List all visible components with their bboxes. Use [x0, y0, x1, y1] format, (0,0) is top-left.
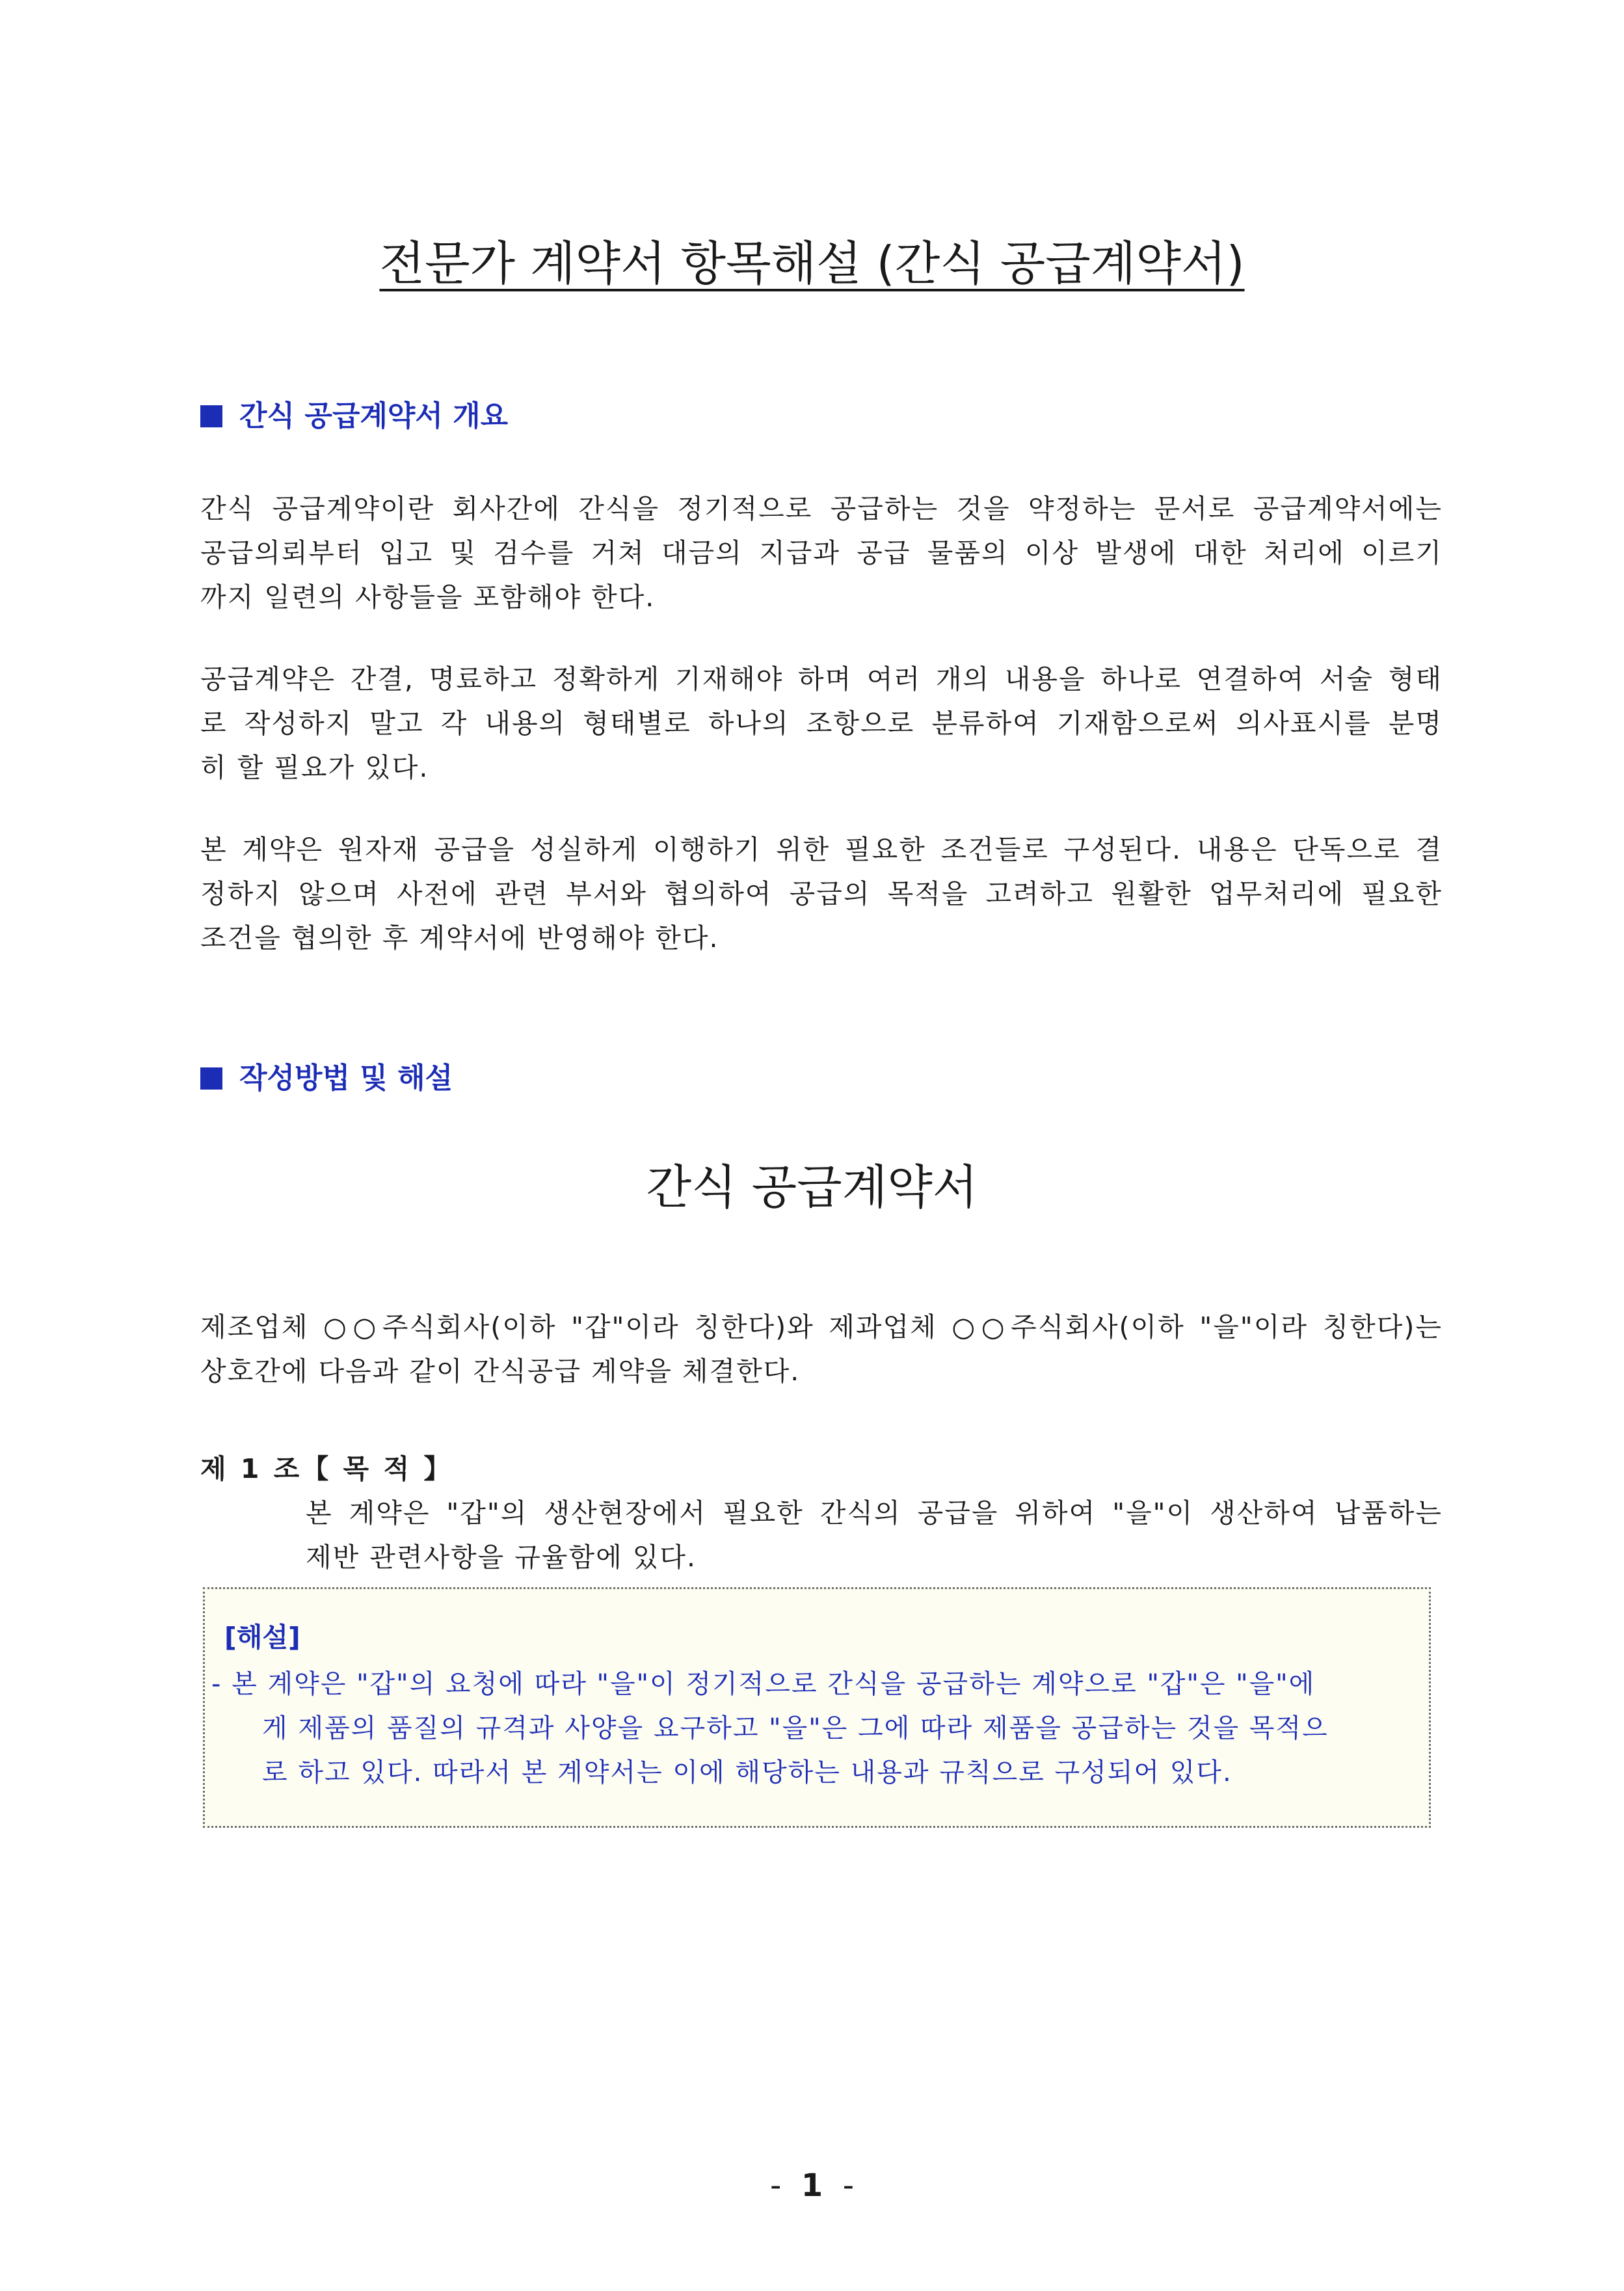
document-title: 전문가 계약서 항목해설 (간식 공급계약서) — [379, 236, 1245, 291]
section-heading-method: 작성방법 및 해설 — [200, 1059, 453, 1098]
square-bullet-icon — [200, 405, 222, 427]
commentary-body: - 본 계약은 "갑"의 요청에 따라 "을"이 정기적으로 간식을 공급하는 계약으로 "갑"은 "을"에 게 제품의 품질의 규격과 사양을 요구하고 "을"은 그에 따라 제품을 공급하는 것을 목적으 로 하고 있다. 따라서 본 계약서는 이에 해당하는 내용과 규칙으로 구성되어 있다. — [211, 1669, 1329, 1788]
article-1-body: 본 계약은 "갑"의 생산현장에서 필요한 간식의 공급을 위하여 "을"이 생산하여 납품하는 제반 관련사항을 규율함에 있다. — [306, 1497, 1443, 1573]
commentary-box — [203, 1587, 1431, 1828]
overview-paragraph-1: 간식 공급계약이란 회사간에 간식을 정기적으로 공급하는 것을 약정하는 문서로 공급계약서에는 공급의뢰부터 입고 및 검수를 거쳐 대금의 지급과 공급 물품의 이상 발생에 대한 처리에 이르기 까지 일련의 사항들을 포함해야 한다. — [200, 493, 1443, 613]
section-heading-overview: 간식 공급계약서 개요 — [200, 397, 508, 436]
overview-paragraph-2: 공급계약은 간결, 명료하고 정확하게 기재해야 하며 여러 개의 내용을 하나로 연결하여 서술 형태 로 작성하지 말고 각 내용의 형태별로 하나의 조항으로 분류하여 기재함으로써 의사표시를 분명 히 할 필요가 있다. — [200, 663, 1443, 783]
contract-preamble: 제조업체 ○○주식회사(이하 "갑"이라 칭한다)와 제과업체 ○○주식회사(이하 "을"이라 칭한다)는 상호간에 다음과 같이 간식공급 계약을 체결한다. — [200, 1311, 1443, 1387]
contract-title: 간식 공급계약서 — [646, 1160, 978, 1214]
commentary-heading: [해설] — [224, 1622, 300, 1653]
overview-paragraph-3: 본 계약은 원자재 공급을 성실하게 이행하기 위한 필요한 조건들로 구성된다. 내용은 단독으로 결 정하지 않으며 사전에 관련 부서와 협의하여 공급의 목적을 고려하고 원활한 업무처리에 필요한 조건을 협의한 후 계약서에 반영해야 한다. — [200, 834, 1443, 954]
page-number: - 1 - — [769, 2167, 855, 2204]
article-1-heading: 제 1 조【 목 적 】 — [200, 1453, 453, 1484]
square-bullet-icon — [200, 1067, 222, 1090]
